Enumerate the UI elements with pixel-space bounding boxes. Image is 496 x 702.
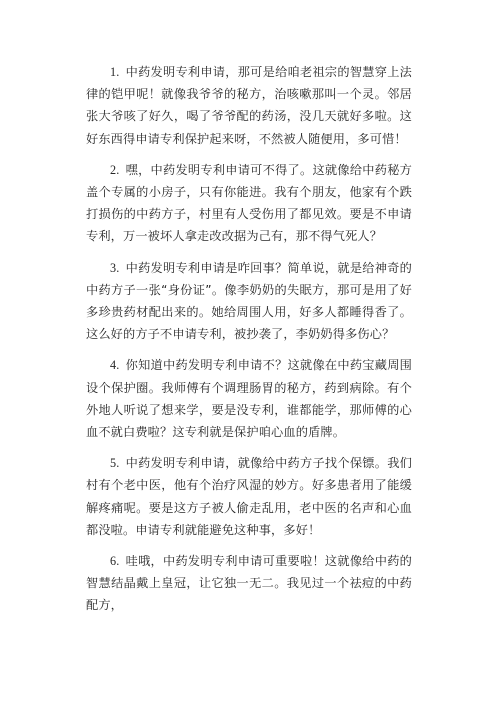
paragraph-number: 6. <box>110 554 120 569</box>
paragraph-text: 中药发明专利申请是咋回事？简单说，就是给神奇的中药方子一张“身份证”。像李奶奶的失眠方，那可是用了好多珍贵药材配出来的。她给周围人用，好多人都睡得香了。这么好的方子不申请专利，被抄袭了，李奶奶得多伤心？ <box>86 260 413 342</box>
paragraph-number: 1. <box>110 65 120 79</box>
paragraph-number: 4. <box>110 358 120 373</box>
paragraph-text: 嘿，中药发明专利申请可不得了。这就像给中药秘方盖个专属的小房子，只有你能进。我有个朋友，他家有个跌打损伤的中药方子，村里有人受伤用了都见效。要是不申请专利，万一被坏人拿走改改据为己有，那不得气死人？ <box>86 162 413 244</box>
paragraph-3 <box>86 257 412 346</box>
paragraph-1 <box>86 61 412 150</box>
paragraph-number: 3. <box>110 260 120 275</box>
paragraph-text: 哇哦，中药发明专利申请可重要啦！这就像给中药的智慧结晶戴上皇冠，让它独一无二。我见过一个祛痘的中药配方， <box>86 554 413 613</box>
paragraph-5 <box>86 452 412 541</box>
paragraph-2 <box>86 159 412 248</box>
paragraph-text: 中药发明专利申请，就像给中药方子找个保镖。我们村有个老中医，他有个治疗风湿的妙方。好多患者用了能缓解疼痛呢。要是这方子被人偷走乱用，老中医的名声和心血都没啦。申请专利就能避免这种事，多好！ <box>86 456 413 537</box>
document-body <box>86 61 412 626</box>
paragraph-6 <box>86 550 412 617</box>
paragraph-4 <box>86 354 412 443</box>
paragraph-number: 5. <box>110 456 120 471</box>
paragraph-text: 你知道中药发明专利申请不？这就像在中药宝藏周围设个保护圈。我师傅有个调理肠胃的秘方，药到病除。有个外地人听说了想来学，要是没专利，谁都能学，那师傅的心血不就白费啦？这专利就是保护咱心血的盾牌。 <box>86 358 413 440</box>
paragraph-number: 2. <box>110 162 120 177</box>
paragraph-text: 中药发明专利申请，那可是给咱老祖宗的智慧穿上法律的铠甲呢！就像我爷爷的秘方，治咳嗽那叫一个灵。邻居张大爷咳了好久，喝了爷爷配的药汤，没几天就好多啦。这好东西得申请专利保护起来呀，不然被人随便用，多可惜！ <box>86 65 413 146</box>
